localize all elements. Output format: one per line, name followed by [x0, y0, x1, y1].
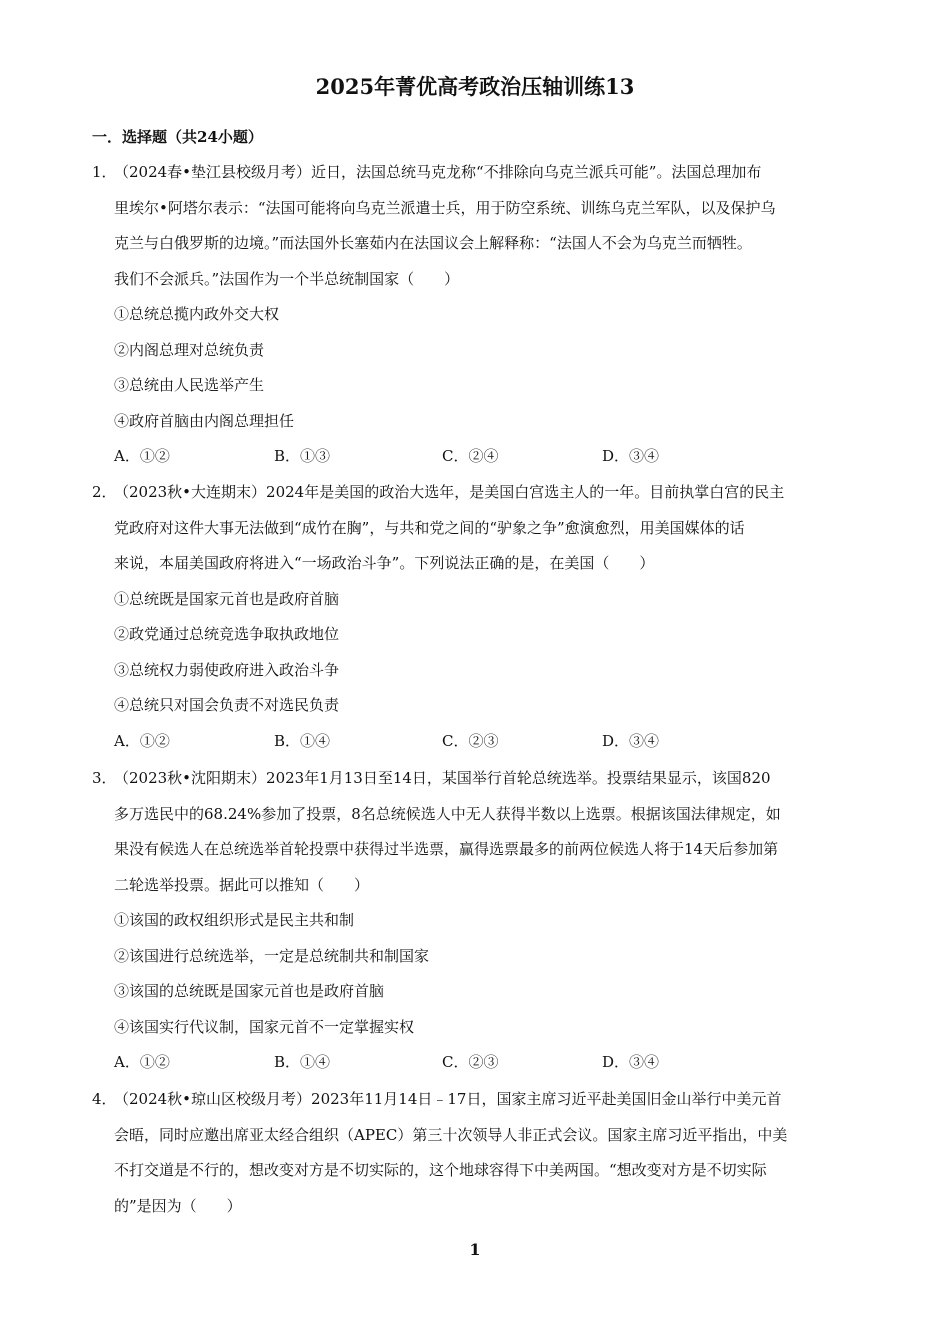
question-text: 不打交道是不行的，想改变对方是不切实际的，这个地球容得下中美两国。“想改变对方是不切实际	[114, 1161, 767, 1179]
question-number: 2．	[92, 483, 117, 501]
question-text: 里埃尔•阿塔尔表示：“法国可能将向乌克兰派遣士兵，用于防空系统、训练乌克兰军队，以及保护乌	[114, 198, 776, 217]
question-text: 二轮选举投票。据此可以推知（ ）	[114, 875, 370, 894]
choice-b: B．①④	[274, 731, 331, 750]
statement-option: ③总统由人民选举产生	[114, 376, 265, 394]
question-text: （2023秋•沈阳期末）2023年1月13日至14日，某国举行首轮总统选举。投票结果显示，该国820	[114, 769, 771, 787]
statement-option: ③该国的总统既是国家元首也是政府首脑	[114, 982, 385, 1000]
question-text: 果没有候选人在总统选举首轮投票中获得过半选票，赢得选票最多的前两位候选人将于14天后参加第	[114, 840, 779, 858]
choice-d: D．③④	[602, 1053, 660, 1071]
question-number: 1．	[92, 163, 117, 181]
section-heading: 一．选择题（共24小题）	[92, 128, 263, 146]
question-text: （2023秋•大连期末）2024年是美国的政治大选年，是美国白宫选主人的一年。目前执掌白宫的民主	[114, 483, 785, 501]
answer-choices	[92, 439, 862, 475]
choice-a: A．①②	[114, 731, 170, 750]
statement-option: ①总统总揽内政外交大权	[114, 305, 280, 323]
answer-choices	[92, 1045, 862, 1081]
statement-option: ②内阁总理对总统负责	[114, 340, 265, 359]
question-2	[92, 475, 862, 759]
choice-d: D．③④	[602, 447, 660, 465]
choice-c: C．②③	[442, 731, 499, 750]
statement-option: ②政党通过总统竞选争取执政地位	[114, 625, 340, 643]
page-title: 2025年菁优高考政治压轴训练13	[315, 74, 635, 99]
statement-option: ①该国的政权组织形式是民主共和制	[114, 911, 355, 929]
question-text: （2024春•垫江县校级月考）近日，法国总统马克龙称“不排除向乌克兰派兵可能”。法国总理加布	[114, 163, 762, 181]
question-text: （2024秋•琼山区校级月考）2023年11月14日﹣17日，国家主席习近平赴美国旧金山举行中美元首	[114, 1090, 782, 1108]
answer-choices	[92, 724, 862, 760]
choice-c: C．②③	[442, 1053, 499, 1071]
question-text: 克兰与白俄罗斯的边境。”而法国外长塞茹内在法国议会上解释称：“法国人不会为乌克兰而牺牲。	[114, 234, 752, 252]
choice-b: B．①④	[274, 1053, 331, 1071]
question-4	[92, 1082, 862, 1224]
statement-option: ①总统既是国家元首也是政府首脑	[114, 589, 340, 608]
statement-option: ④总统只对国会负责不对选民负责	[114, 696, 340, 714]
choice-b: B．①③	[274, 447, 331, 465]
question-text: 的”是因为（ ）	[114, 1196, 242, 1215]
question-3	[92, 761, 862, 1081]
question-1	[92, 155, 862, 475]
choice-d: D．③④	[602, 731, 660, 750]
statement-option: ④该国实行代议制，国家元首不一定掌握实权	[114, 1017, 415, 1036]
question-text: 党政府对这件大事无法做到“成竹在胸”，与共和党之间的“驴象之争”愈演愈烈，用美国媒体的话	[114, 518, 745, 537]
statement-option: ③总统权力弱使政府进入政治斗争	[114, 660, 340, 679]
question-text: 会晤，同时应邀出席亚太经合组织（APEC）第三十次领导人非正式会议。国家主席习近平指出，中美	[114, 1125, 788, 1144]
question-number: 4．	[92, 1090, 117, 1108]
choice-a: A．①②	[114, 447, 170, 465]
question-text: 来说，本届美国政府将进入“一场政治斗争”。下列说法正确的是，在美国（ ）	[114, 554, 655, 572]
question-text: 我们不会派兵。”法国作为一个半总统制国家（ ）	[114, 269, 460, 288]
page-number: 1	[469, 1240, 481, 1259]
question-number: 3．	[92, 769, 117, 787]
choice-a: A．①②	[114, 1053, 170, 1071]
question-text: 多万选民中的68.24%参加了投票，8名总统候选人中无人获得半数以上选票。根据该国法律规定，如	[114, 804, 781, 823]
statement-option: ④政府首脑由内阁总理担任	[114, 411, 295, 430]
choice-c: C．②④	[442, 447, 499, 465]
statement-option: ②该国进行总统选举，一定是总统制共和制国家	[114, 946, 430, 965]
